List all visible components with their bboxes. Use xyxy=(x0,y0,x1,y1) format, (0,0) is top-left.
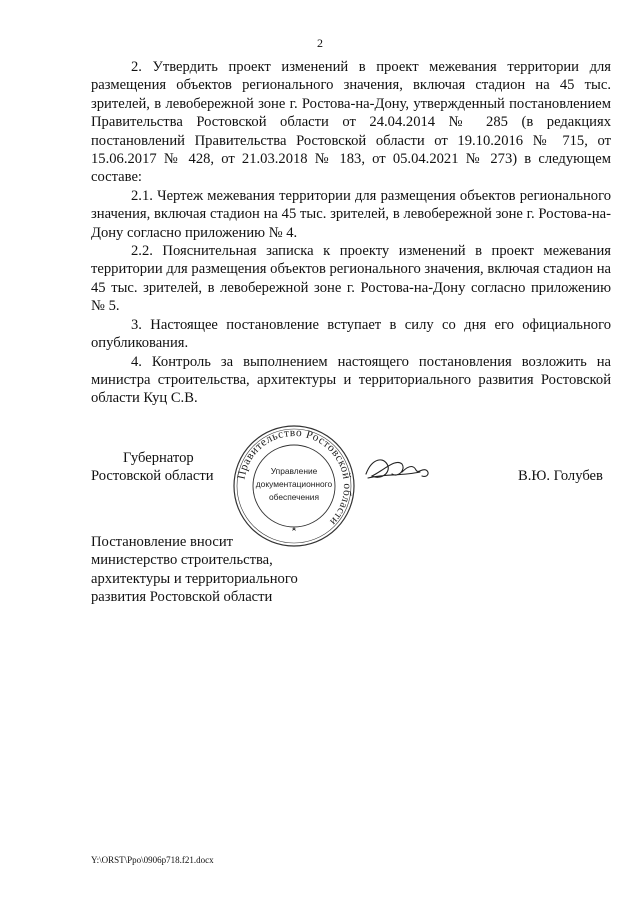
page-number: 2 xyxy=(317,36,323,50)
governor-title: Губернатор xyxy=(123,450,194,466)
signature-block xyxy=(91,426,631,542)
submitted-by-line: министерство строительства, xyxy=(91,552,273,569)
submitted-by-line: развития Ростовской области xyxy=(91,589,273,606)
paragraph-explanatory-note: 2.2. Пояснительная записка к проекту изменений в проект межевания территории для размещения объектов регионального значения, включая стадион на 45 тыс. зрителей, в левобережной зоне г. Ростова-на-Дону согласно приложению № 5. xyxy=(91,243,611,315)
submitted-by-line: Постановление вносит xyxy=(91,534,234,550)
submitted-by-line: архитектуры и территориального xyxy=(91,570,298,587)
paragraph-entry-into-force: 3. Настоящее постановление вступает в силу со дня его официального опубликования. xyxy=(91,316,611,352)
seal-ring-text: Правительство Ростовской области xyxy=(235,426,354,528)
file-path: Y:\ORST\Ppo\0906p718.f21.docx xyxy=(91,855,214,865)
seal-star-icon xyxy=(292,527,296,531)
paragraph-drawing: 2.1. Чертеж межевания территории для размещения объектов регионального значения, включая стадион на 45 тыс. зрителей, в левобережной зоне г. Ростова-на-Дону согласно приложению № 4. xyxy=(91,187,611,241)
document-body xyxy=(91,58,611,408)
submitted-by-block xyxy=(91,533,371,607)
governor-region: Ростовской области xyxy=(91,468,214,484)
governor-name: В.Ю. Голубев xyxy=(518,468,603,484)
paragraph-approve-project: 2. Утвердить проект изменений в проект межевания территории для размещения объектов регионального значения, включая стадион на 45 тыс. зрителей, в левобережной зоне г. Ростова-на-Дону, утвержденный постановлением Правительства Ростовской области от 24.04.2014 № 285 (в редакциях постановлений Правительства Ростовской области от 19.10.2016 № 715, от 15.06.2017 № 428, от 21.03.2018 № 183, от 05.04.2021 № 273) в следующем составе: xyxy=(91,59,611,186)
seal-inner-line2: документационного xyxy=(255,479,333,489)
seal-inner-line1: Управление xyxy=(270,466,318,476)
official-seal xyxy=(232,424,356,548)
handwritten-signature xyxy=(362,452,452,488)
paragraph-control: 4. Контроль за выполнением настоящего постановления возложить на министра строительства, архитектуры и территориального развития Ростовской области Куц С.В. xyxy=(91,353,611,407)
seal-inner-line3: обеспечения xyxy=(269,492,319,502)
